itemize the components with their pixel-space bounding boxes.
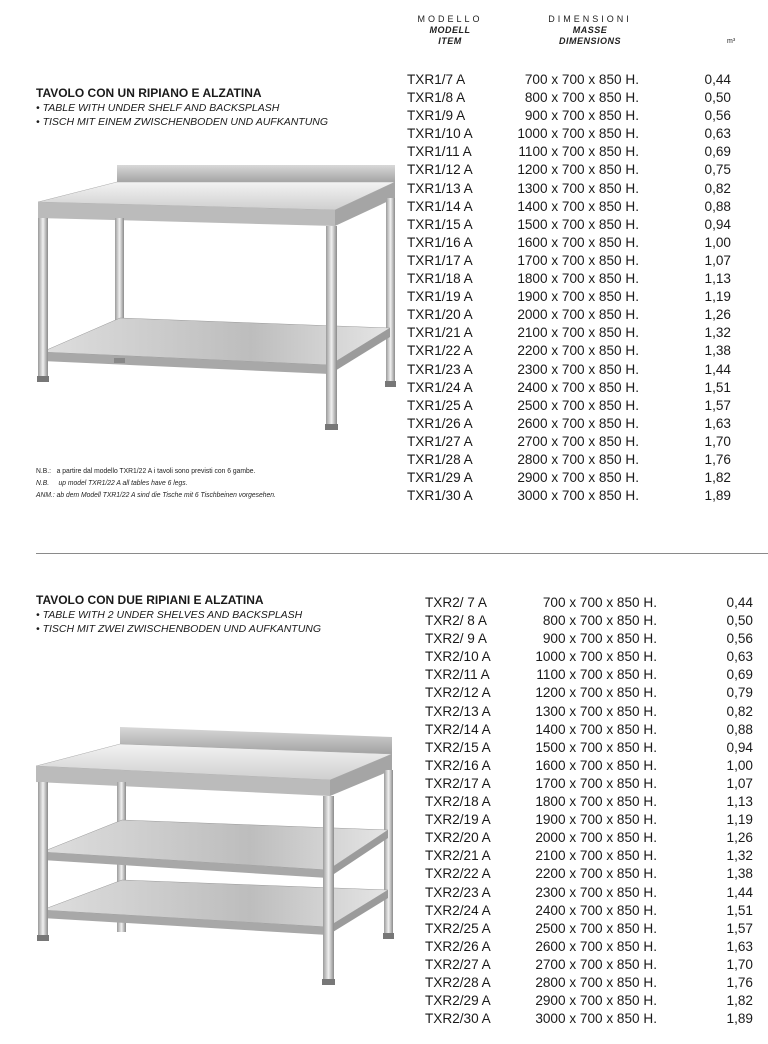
dimensions-cell: 1000 x 700 x 850 H.: [517, 126, 639, 142]
volume-cell: 0,44: [704, 72, 731, 87]
section2-product-image: [30, 722, 400, 992]
dimensions-cell: 2700 x 700 x 850 H.: [517, 433, 639, 449]
dimensions-cell: 2800 x 700 x 850 H.: [535, 974, 657, 990]
table-row: [425, 865, 753, 883]
header-item: ITEM: [438, 36, 462, 46]
dimensions-cell: 1100 x 700 x 850 H.: [536, 667, 657, 683]
volume-cell: 0,79: [726, 685, 753, 701]
section1-title: TAVOLO CON UN RIPIANO E ALZATINA: [36, 86, 262, 100]
volume-cell: 1,63: [726, 938, 753, 954]
note-german: [36, 489, 276, 501]
dimensions-cell: 2100 x 700 x 850 H.: [535, 848, 657, 864]
table-row: [425, 920, 753, 938]
table-row: [407, 397, 731, 415]
model-cell: TXR2/30 A: [425, 1011, 491, 1027]
model-cell: TXR2/26 A: [425, 938, 491, 954]
table-row: [425, 992, 753, 1010]
model-cell: TXR2/ 8 A: [425, 613, 487, 629]
dimensions-cell: 1200 x 700 x 850 H.: [535, 685, 657, 701]
model-cell: TXR2/ 9 A: [425, 631, 487, 647]
volume-cell: 1,13: [704, 271, 731, 287]
volume-cell: 1,82: [704, 470, 731, 486]
header-dimensioni: DIMENSIONI: [548, 14, 632, 24]
volume-cell: 0,82: [704, 180, 731, 196]
table-row: [407, 270, 731, 288]
volume-cell: 1,19: [726, 812, 753, 828]
table-row: [425, 974, 753, 992]
table-row: [407, 125, 731, 143]
volume-cell: 0,94: [704, 216, 731, 232]
section1-subtitle-de: • TISCH MIT EINEM ZWISCHENBODEN UND AUFKANTUNG: [36, 116, 329, 128]
dimensions-cell: 700 x 700 x 850 H.: [542, 595, 657, 610]
note-italian-label: N.B.:: [36, 466, 52, 475]
section1-subtitle-en: • TABLE WITH UNDER SHELF AND BACKSPLASH: [36, 102, 280, 114]
dimensions-cell: 1900 x 700 x 850 H.: [517, 289, 639, 305]
volume-cell: 1,89: [704, 488, 731, 504]
model-cell: TXR1/8 A: [407, 90, 466, 106]
section1-notes: [36, 465, 276, 501]
table-row: [425, 902, 753, 920]
dimensions-cell: 2500 x 700 x 850 H.: [517, 397, 639, 413]
volume-cell: 0,82: [726, 703, 753, 719]
volume-cell: 0,50: [704, 90, 731, 106]
volume-cell: 1,07: [704, 252, 731, 268]
table-row: [407, 180, 731, 198]
model-cell: TXR2/12 A: [425, 685, 491, 701]
note-english-text: up model TXR1/22 A all tables have 6 legs.: [58, 478, 188, 487]
volume-cell: 1,57: [704, 397, 731, 413]
model-cell: TXR1/26 A: [407, 415, 473, 431]
dimensions-cell: 1800 x 700 x 850 H.: [535, 794, 657, 810]
volume-cell: 1,00: [726, 757, 753, 773]
volume-cell: 0,88: [704, 198, 731, 214]
dimensions-cell: 2200 x 700 x 850 H.: [517, 343, 639, 359]
model-cell: TXR2/15 A: [425, 739, 491, 755]
model-cell: TXR2/21 A: [425, 848, 491, 864]
dimensions-cell: 2700 x 700 x 850 H.: [535, 956, 657, 972]
header-masse: MASSE: [572, 25, 608, 35]
model-cell: TXR1/9 A: [407, 108, 466, 124]
section2-table-body: [425, 594, 753, 1028]
table-row: [425, 938, 753, 956]
header-volume-unit: m³: [727, 38, 736, 45]
section-divider: [36, 553, 768, 554]
dimensions-cell: 1500 x 700 x 850 H.: [535, 739, 657, 755]
volume-cell: 1,51: [726, 902, 753, 918]
volume-cell: 1,70: [704, 433, 731, 449]
table-row: [425, 684, 753, 702]
model-cell: TXR1/29 A: [407, 470, 473, 486]
dimensions-cell: 1400 x 700 x 850 H.: [517, 198, 639, 214]
table-row: [425, 829, 753, 847]
model-cell: TXR1/12 A: [407, 162, 473, 178]
model-cell: TXR2/19 A: [425, 812, 491, 828]
dimensions-cell: 2300 x 700 x 850 H.: [517, 361, 639, 377]
volume-cell: 1,32: [704, 325, 731, 341]
dimensions-cell: 2800 x 700 x 850 H.: [517, 451, 639, 467]
table-row: [407, 71, 731, 89]
model-cell: TXR1/24 A: [407, 379, 473, 395]
model-cell: TXR2/22 A: [425, 866, 491, 882]
dimensions-cell: 2600 x 700 x 850 H.: [535, 938, 657, 954]
model-cell: TXR2/20 A: [425, 830, 491, 846]
section2-subtitle-en: • TABLE WITH 2 UNDER SHELVES AND BACKSPLASH: [36, 609, 303, 621]
note-italian: [36, 465, 276, 477]
table-row: [407, 216, 731, 234]
section1-table-body: [407, 71, 731, 505]
header-dimensions-en: DIMENSIONS: [558, 36, 621, 46]
model-cell: TXR2/28 A: [425, 974, 491, 990]
model-cell: TXR1/30 A: [407, 488, 473, 504]
section2-subtitle-de: • TISCH MIT ZWEI ZWISCHENBODEN UND AUFKANTUNG: [36, 623, 322, 635]
table-row: [425, 648, 753, 666]
section2-title: TAVOLO CON DUE RIPIANI E ALZATINA: [36, 593, 264, 607]
table-row: [425, 630, 753, 648]
table-row: [425, 703, 753, 721]
model-cell: TXR1/15 A: [407, 216, 473, 232]
model-cell: TXR2/29 A: [425, 993, 491, 1009]
model-cell: TXR2/25 A: [425, 920, 491, 936]
table-row: [407, 469, 731, 487]
header-modello: MODELLO: [417, 14, 483, 24]
volume-cell: 0,94: [726, 739, 753, 755]
header-model: [410, 14, 490, 47]
dimensions-cell: 700 x 700 x 850 H.: [524, 72, 639, 87]
dimensions-cell: 2300 x 700 x 850 H.: [535, 884, 657, 900]
volume-cell: 0,50: [726, 613, 753, 629]
model-cell: TXR1/23 A: [407, 361, 473, 377]
dimensions-cell: 1700 x 700 x 850 H.: [517, 252, 639, 268]
volume-cell: 0,69: [704, 144, 731, 160]
volume-cell: 1,89: [726, 1011, 753, 1027]
model-cell: TXR1/28 A: [407, 451, 473, 467]
note-german-label: ANM.:: [36, 490, 55, 499]
table-row: [407, 379, 731, 397]
model-cell: TXR2/18 A: [425, 794, 491, 810]
table-row: [425, 757, 753, 775]
model-cell: TXR2/23 A: [425, 884, 491, 900]
volume-cell: 1,26: [726, 830, 753, 846]
volume-cell: 0,56: [726, 631, 753, 647]
dimensions-cell: 1800 x 700 x 850 H.: [517, 271, 639, 287]
model-cell: TXR1/22 A: [407, 343, 473, 359]
volume-cell: 1,44: [726, 884, 753, 900]
table-one-shelf-illustration: [30, 160, 400, 435]
volume-cell: 1,57: [726, 920, 753, 936]
table-row: [425, 1010, 753, 1028]
dimensions-cell: 1700 x 700 x 850 H.: [535, 775, 657, 791]
dimensions-cell: 2500 x 700 x 850 H.: [535, 920, 657, 936]
dimensions-cell: 800 x 700 x 850 H.: [524, 90, 639, 106]
dimensions-cell: 2100 x 700 x 850 H.: [517, 325, 639, 341]
model-cell: TXR1/27 A: [407, 433, 473, 449]
volume-cell: 1,38: [726, 866, 753, 882]
volume-cell: 1,44: [704, 361, 731, 377]
dimensions-cell: 2000 x 700 x 850 H.: [535, 830, 657, 846]
model-cell: TXR1/20 A: [407, 307, 473, 323]
table-row: [425, 884, 753, 902]
model-cell: TXR2/24 A: [425, 902, 491, 918]
table-row: [407, 143, 731, 161]
table-row: [425, 739, 753, 757]
table-row: [407, 451, 731, 469]
dimensions-cell: 2000 x 700 x 850 H.: [517, 307, 639, 323]
table-row: [425, 811, 753, 829]
table-row: [407, 288, 731, 306]
header-dimensions: [535, 14, 645, 47]
model-cell: TXR2/ 7 A: [425, 595, 487, 610]
dimensions-cell: 2900 x 700 x 850 H.: [535, 993, 657, 1009]
volume-cell: 0,63: [726, 649, 753, 665]
table-row: [407, 234, 731, 252]
note-german-text: ab dem Modell TXR1/22 A sind die Tische mit 6 Tischbeinen vorgesehen.: [56, 490, 276, 499]
dimensions-cell: 1500 x 700 x 850 H.: [517, 216, 639, 232]
dimensions-cell: 1000 x 700 x 850 H.: [535, 649, 657, 665]
table-two-shelves-illustration: [30, 722, 400, 992]
model-cell: TXR1/18 A: [407, 271, 473, 287]
model-cell: TXR1/21 A: [407, 325, 473, 341]
model-cell: TXR2/11 A: [425, 667, 490, 683]
dimensions-cell: 800 x 700 x 850 H.: [542, 613, 657, 629]
dimensions-cell: 2600 x 700 x 850 H.: [517, 415, 639, 431]
volume-cell: 1,07: [726, 775, 753, 791]
table-row: [425, 956, 753, 974]
table-row: [407, 361, 731, 379]
table-row: [425, 594, 753, 612]
table-row: [407, 306, 731, 324]
table-row: [407, 415, 731, 433]
volume-cell: 0,69: [726, 667, 753, 683]
model-cell: TXR2/13 A: [425, 703, 491, 719]
volume-cell: 1,82: [726, 993, 753, 1009]
dimensions-cell: 1300 x 700 x 850 H.: [535, 703, 657, 719]
model-cell: TXR1/25 A: [407, 397, 473, 413]
dimensions-cell: 3000 x 700 x 850 H.: [517, 488, 639, 504]
volume-cell: 0,63: [704, 126, 731, 142]
volume-cell: 1,38: [704, 343, 731, 359]
dimensions-cell: 1900 x 700 x 850 H.: [535, 812, 657, 828]
table-row: [425, 721, 753, 739]
note-english: [36, 477, 276, 489]
dimensions-cell: 1100 x 700 x 850 H.: [518, 144, 639, 160]
table-row: [425, 847, 753, 865]
table-row: [407, 252, 731, 270]
table-row: [407, 324, 731, 342]
volume-cell: 0,75: [704, 162, 731, 178]
table-row: [407, 487, 731, 505]
dimensions-cell: 1300 x 700 x 850 H.: [517, 180, 639, 196]
volume-cell: 1,19: [704, 289, 731, 305]
model-cell: TXR2/10 A: [425, 649, 491, 665]
volume-cell: 1,32: [726, 848, 753, 864]
note-italian-text: a partire dal modello TXR1/22 A i tavoli sono previsti con 6 gambe.: [56, 466, 256, 475]
volume-cell: 1,26: [704, 307, 731, 323]
table-row: [407, 89, 731, 107]
table-row: [407, 161, 731, 179]
dimensions-cell: 3000 x 700 x 850 H.: [535, 1011, 657, 1027]
volume-cell: 1,76: [704, 451, 731, 467]
header-modell: MODELL: [429, 25, 471, 35]
model-cell: TXR1/14 A: [407, 198, 473, 214]
dimensions-cell: 1600 x 700 x 850 H.: [517, 234, 639, 250]
table-row: [407, 198, 731, 216]
model-cell: TXR1/13 A: [407, 180, 473, 196]
volume-cell: 1,51: [704, 379, 731, 395]
model-cell: TXR1/10 A: [407, 126, 473, 142]
section1-product-table: [407, 71, 731, 505]
dimensions-cell: 2400 x 700 x 850 H.: [535, 902, 657, 918]
table-row: [407, 107, 731, 125]
dimensions-cell: 900 x 700 x 850 H.: [542, 631, 657, 647]
dimensions-cell: 1400 x 700 x 850 H.: [535, 721, 657, 737]
model-cell: TXR1/16 A: [407, 234, 473, 250]
table-row: [425, 666, 753, 684]
section2-product-table: [425, 594, 753, 1028]
dimensions-cell: 2200 x 700 x 850 H.: [535, 866, 657, 882]
table-row: [425, 775, 753, 793]
dimensions-cell: 2900 x 700 x 850 H.: [517, 470, 639, 486]
model-cell: TXR1/11 A: [407, 144, 472, 160]
volume-cell: 1,70: [726, 956, 753, 972]
dimensions-cell: 1600 x 700 x 850 H.: [535, 757, 657, 773]
volume-cell: 1,63: [704, 415, 731, 431]
volume-cell: 0,88: [726, 721, 753, 737]
volume-cell: 1,13: [726, 794, 753, 810]
model-cell: TXR2/27 A: [425, 956, 491, 972]
volume-cell: 1,76: [726, 974, 753, 990]
model-cell: TXR2/16 A: [425, 757, 491, 773]
model-cell: TXR2/14 A: [425, 721, 491, 737]
section1-product-image: [30, 160, 400, 435]
table-row: [425, 793, 753, 811]
volume-cell: 0,56: [704, 108, 731, 124]
dimensions-cell: 1200 x 700 x 850 H.: [517, 162, 639, 178]
dimensions-cell: 900 x 700 x 850 H.: [524, 108, 639, 124]
model-cell: TXR1/19 A: [407, 289, 473, 305]
volume-cell: 0,44: [726, 595, 753, 610]
model-cell: TXR2/17 A: [425, 775, 491, 791]
dimensions-cell: 2400 x 700 x 850 H.: [517, 379, 639, 395]
volume-cell: 1,00: [704, 234, 731, 250]
model-cell: TXR1/7 A: [407, 72, 466, 87]
note-english-label: N.B.: [36, 478, 50, 487]
table-row: [425, 612, 753, 630]
table-row: [407, 433, 731, 451]
table-row: [407, 342, 731, 360]
model-cell: TXR1/17 A: [407, 252, 473, 268]
